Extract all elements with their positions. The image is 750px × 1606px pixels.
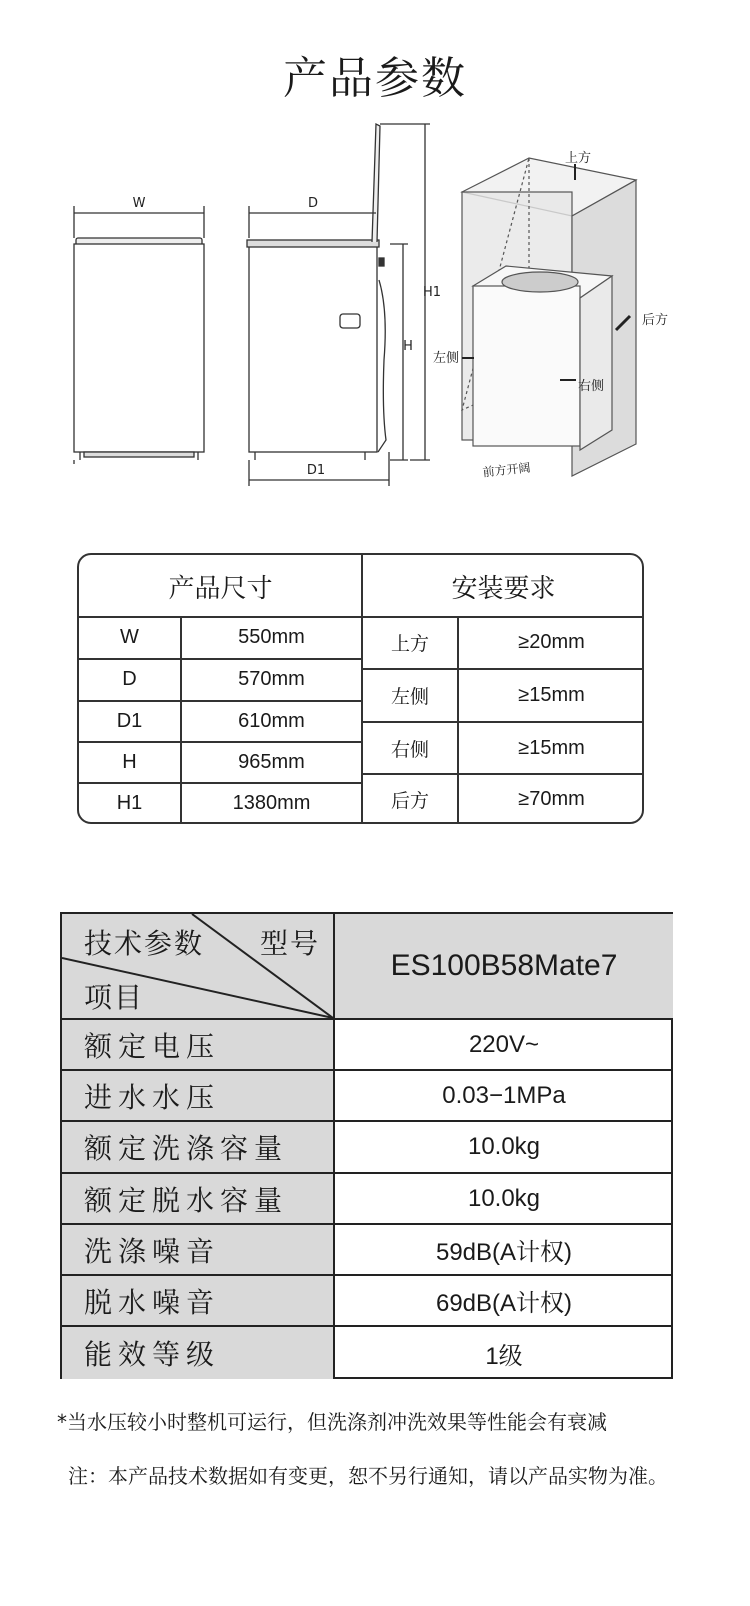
front-view-drawing <box>74 206 204 464</box>
spec-label-wash-capacity: 额定洗涤容量 <box>62 1122 334 1172</box>
install-value-left: ≥15mm <box>518 684 585 706</box>
side-view-drawing <box>247 124 430 486</box>
page-title: 产品参数 <box>283 53 467 104</box>
dimensions-table <box>77 553 644 824</box>
water-pressure-note: *当水压较小时整机可运行，但洗涤剂冲洗效果等性能会有衰减 <box>57 1410 607 1434</box>
corner-tech-label: 技术参数 <box>84 927 205 960</box>
spec-value-wash-noise: 59dB(A计权) <box>435 1239 573 1266</box>
depth-label: D <box>307 196 319 211</box>
size-value-h: 965mm <box>238 750 305 773</box>
size-key-h1: H1 <box>116 792 143 814</box>
depth1-label: D1 <box>306 463 326 478</box>
front-clearance-label: 前方开阔 <box>481 460 532 480</box>
spec-value-wash-capacity: 10.0kg <box>467 1133 541 1160</box>
install-header: 安装要求 <box>451 573 556 604</box>
height1-label: H1 <box>422 285 442 300</box>
right-clearance-label: 右侧 <box>577 379 605 394</box>
spec-label-voltage: 额定电压 <box>62 1020 334 1069</box>
dimension-diagram <box>0 110 750 490</box>
spec-value-spin-capacity: 10.0kg <box>467 1184 541 1212</box>
width-label: W <box>132 196 146 211</box>
top-clearance-label: 上方 <box>564 151 592 166</box>
spec-label-energy-grade: 能效等级 <box>62 1327 334 1379</box>
size-value-h1: 1380mm <box>232 792 311 814</box>
back-clearance-label: 后方 <box>641 313 669 328</box>
install-value-top: ≥20mm <box>518 631 585 653</box>
install-key-left: 左侧 <box>390 686 429 708</box>
install-key-right: 右侧 <box>390 738 429 761</box>
left-clearance-label: 左侧 <box>432 351 460 366</box>
size-key-d: D <box>122 668 137 690</box>
install-value-back: ≥70mm <box>518 788 585 810</box>
spec-value-water-pressure: 0.03−1MPa <box>442 1081 566 1109</box>
install-key-back: 后方 <box>390 790 429 812</box>
size-key-d1: D1 <box>116 709 143 732</box>
size-key-h: H <box>122 750 137 773</box>
spec-label-spin-noise: 脱水噪音 <box>62 1276 334 1325</box>
disclaimer-note: 注：本产品技术数据如有变更，恕不另行通知，请以产品实物为准。 <box>68 1464 668 1488</box>
spec-label-water-pressure: 进水水压 <box>62 1071 334 1120</box>
spec-value-voltage: 220V~ <box>468 1030 540 1058</box>
install-value-right: ≥15mm <box>518 736 585 759</box>
specs-table <box>60 912 673 1379</box>
spec-label-wash-noise: 洗涤噪音 <box>62 1225 334 1274</box>
corner-model-label: 型号 <box>260 927 321 960</box>
spec-value-spin-noise: 69dB(A计权) <box>435 1290 573 1317</box>
size-value-d1: 610mm <box>238 709 305 732</box>
size-header: 产品尺寸 <box>168 573 273 604</box>
install-key-top: 上方 <box>390 633 429 655</box>
spec-value-energy-grade: 1级 <box>485 1342 523 1370</box>
spec-label-spin-capacity: 额定脱水容量 <box>62 1174 334 1223</box>
model-value: ES100B58Mate7 <box>335 914 673 1018</box>
size-value-w: 550mm <box>238 626 305 648</box>
size-value-d: 570mm <box>238 668 305 690</box>
size-key-w: W <box>120 626 139 648</box>
corner-item-label: 项目 <box>84 981 145 1014</box>
height-label: H <box>403 339 413 354</box>
clearance-view-drawing <box>462 158 636 476</box>
